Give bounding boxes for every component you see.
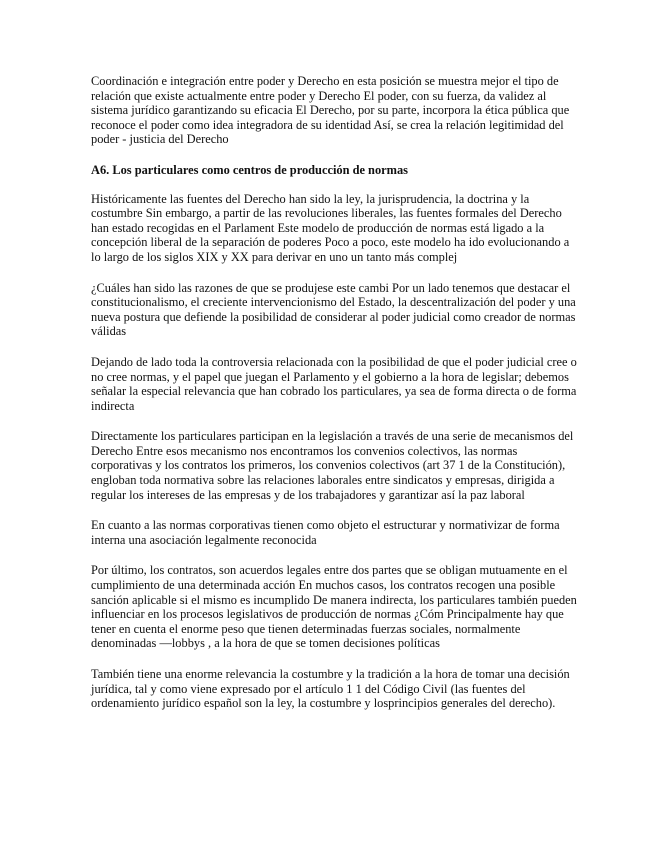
paragraph-sources: Históricamente las fuentes del Derecho han sido la ley, la jurisprudencia, la doctrina y la costumbre Sin embargo, a partir de las revoluciones liberales, las fuentes formales del Derecho han estado recogidas en el Parlament Este modelo de producción de normas está ligado a la concepción liberal de la separación de poderes Poco a poco, este modelo ha ido evolucionando a lo largo de los siglos XIX y XX para derivar en uno un tanto más complej [91, 191, 570, 264]
paragraph-reasons: ¿Cuáles han sido las razones de que se produjese este cambi Por un lado tenemos que destacar el constitucionalismo, el creciente intervencionismo del Estado, la descentralización del poder y una nueva postura que defiende la posibilidad de considerar al poder judicial como creador de normas válidas [91, 280, 576, 339]
paragraph-controversy: Dejando de lado toda la controversia relacionada con la posibilidad de que el poder judicial cree o no cree normas, y el papel que juegan el Parlamento y el gobierno a la hora de legislar; debemos señalar la especial relevancia que han cobrado los particulares, ya sea de forma directa o de forma indirecta [91, 354, 577, 413]
document-page [91, 74, 577, 727]
paragraph-direct-participation: Directamente los particulares participan en la legislación a través de una serie de mecanismos del Derecho Entre esos mecanismo nos encontramos los convenios colectivos, las normas corporativas y los contratos los primeros, los convenios colectivos (art 37 1 de la Constitución), engloban toda normativa sobre las relaciones laborales entre sindicatos y empresas, dirigida a regular los intereses de las empresas y de los trabajadores y garantizar así la paz laboral [91, 429, 574, 502]
intro-paragraph: Coordinación e integración entre poder y Derecho en esta posición se muestra mejor el tipo de relación que existe actualmente entre poder y Derecho El poder, con su fuerza, da validez al sistema jurídico garantizando su eficacia El Derecho, por su parte, incorpora la ética pública que reconoce el poder como idea integradora de su identidad Así, se crea la relación legitimidad del poder - justicia del Derecho [91, 74, 570, 147]
paragraph-custom: También tiene una enorme relevancia la costumbre y la tradición a la hora de tomar una decisión jurídica, tal y como viene expresado por el artículo 1 1 del Código Civil (las fuentes del ordenamiento jurídico español son la ley, la costumbre y losprincipios generales del derecho). [91, 667, 570, 711]
section-heading: A6. Los particulares como centros de producción de normas [91, 162, 408, 177]
paragraph-corporate-norms: En cuanto a las normas corporativas tienen como objeto el estructurar y normativizar de forma interna una asociación legalmente reconocida [91, 518, 560, 547]
paragraph-contracts: Por último, los contratos, son acuerdos legales entre dos partes que se obligan mutuamente en el cumplimiento de una determinada acción En muchos casos, los contratos recogen una posible sanción aplicable si el mismo es incumplido De manera indirecta, los particulares también pueden influenciar en los procesos legislativos de producción de normas ¿Cóm Principalmente hay que tener en cuenta el enorme peso que tienen determinadas fuerzas sociales, normalmente denominadas —lobbys , a la hora de que se tomen decisiones políticas [91, 563, 577, 651]
